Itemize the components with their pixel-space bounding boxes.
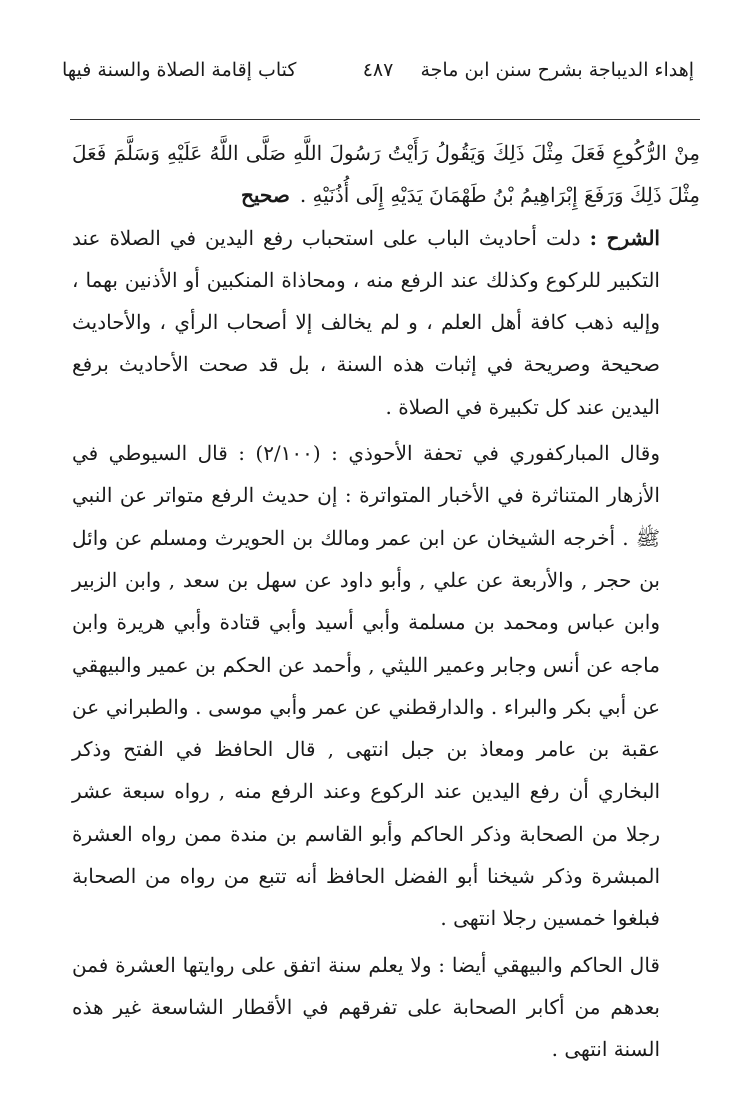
header-rule (70, 119, 700, 120)
sharh-label: الشرح : (589, 225, 660, 250)
chapter-title: كتاب إقامة الصلاة والسنة فيها (62, 59, 297, 81)
page-body (72, 132, 700, 1071)
sharh-paragraph (72, 217, 700, 428)
book-title: إهداء الديباجة بشرح سنن ابن ماجة (420, 59, 694, 81)
hadith-text (72, 132, 700, 217)
hadith-body: مِنْ الرُّكُوعِ فَعَلَ مِثْلَ ذَلِكَ وَيَقُولُ رَأَيْتُ رَسُولَ اللَّهِ صَلَّى اللَّهُ عَلَيْهِ وَسَلَّمَ فَعَلَ مِثْلَ ذَلِكَ وَرَفَعَ إِبْرَاهِيمُ بْنُ طَهْمَانَ يَدَيْهِ إِلَى أُذُنَيْهِ . (72, 141, 700, 208)
mubarakfuri-paragraph: وقال المباركفوري في تحفة الأحوذي : (٢/١٠٠) : قال السيوطي في الأزهار المتناثرة في الأخبار المتواترة : إن حديث الرفع متواتر عن النبي ﷺ . أخرجه الشيخان عن ابن عمر ومالك بن الحويرث ومسلم عن وائل بن حجر , والأربعة عن علي , وأبو داود عن سهل بن سعد , وابن الزبير وابن عباس ومحمد بن مسلمة وأبي أسيد وأبي قتادة وأبي هريرة وابن ماجه عن أنس وجابر وعمير الليثي , وأحمد عن الحكم بن عمير والبيهقي عن أبي بكر والبراء . والدارقطني عن عمر وأبي موسى . والطبراني عن عقبة بن عامر ومعاذ بن جبل انتهى , قال الحافظ في الفتح وذكر البخاري أن رفع اليدين عند الركوع وعند الرفع منه , رواه سبعة عشر رجلا من الصحابة وذكر الحاكم وأبو القاسم بن مندة ممن رواه العشرة المبشرة وذكر شيخنا أبو الفضل الحافظ أنه تتبع من رواه من الصحابة فبلغوا خمسين رجلا انتهى . (72, 441, 660, 931)
sharh-text: دلت أحاديث الباب على استحباب رفع اليدين في الصلاة عند التكبير للركوع وكذلك عند الرفع منه ، ومحاذاة المنكبين أو الأذنين بهما ، وإليه ذهب كافة أهل العلم ، و لم يخالف إلا أصحاب الرأي ، والأحاديث صحيحة وصريحة في إثبات هذه السنة ، بل قد صحت الأحاديث برفع اليدين عند كل تكبيرة في الصلاة . (72, 225, 660, 419)
running-header (62, 52, 694, 88)
hakim-paragraph: قال الحاكم والبيهقي أيضا : ولا يعلم سنة اتفق على روايتها العشرة فمن بعدهم من أكابر الصحابة على تفرقهم في الأقطار الشاسعة غير هذه السنة انتهى . (72, 952, 660, 1062)
page-number: ٤٨٧ (362, 59, 394, 81)
hadith-grade: صحيح (240, 183, 290, 208)
